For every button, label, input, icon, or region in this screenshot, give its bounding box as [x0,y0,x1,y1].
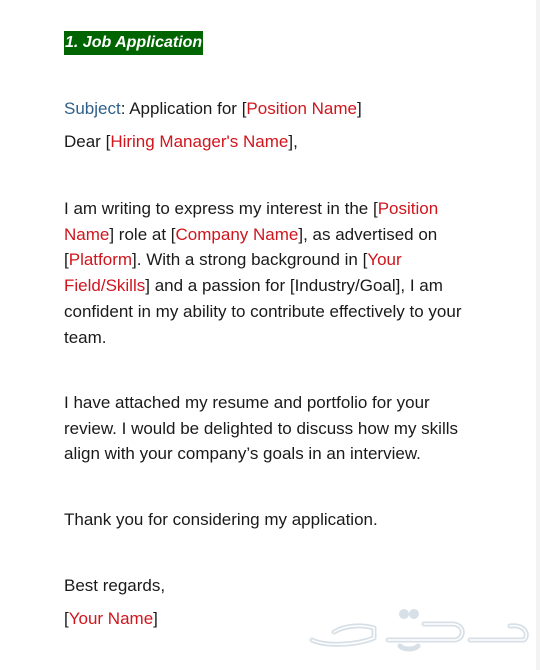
body-paragraph-thanks: Thank you for considering my application. [64,510,378,529]
para1-text-5: ] and a passion for [Industry/Goal], I am confident in my ability to contribute effectively to your team. [64,276,462,347]
subject-line [64,97,362,121]
bracket-open: [ [241,99,247,118]
bracket-open: [ [64,250,69,270]
bracket-open: [ [372,199,378,218]
salutation-line [64,130,298,154]
body-paragraph-interest [64,196,484,350]
signature-line [64,607,158,631]
section-heading: 1. Job Application [64,31,203,55]
subject-separator: : [120,99,126,118]
placeholder-your-name: Your Name [68,609,154,628]
page-edge-shadow [536,0,540,670]
bracket-open: [ [105,132,111,151]
placeholder-company-name: Company Name [175,224,299,244]
salutation-suffix: ], [288,132,298,151]
placeholder-position-name: Position Name [246,99,357,118]
salutation-prefix: Dear [64,132,106,151]
subject-label: Subject [64,99,121,118]
para1-text-4: ]. With a strong background in [132,250,363,270]
placeholder-hiring-manager: Hiring Manager's Name [110,132,289,151]
placeholder-platform: Platform [68,250,133,270]
bracket-open: [ [362,250,368,270]
bracket-open: [ [170,224,176,244]
bracket-close: ] [153,609,158,628]
haraj-logo-watermark-icon [304,606,532,652]
subject-text: Application for [125,99,242,118]
para1-text-1: I am writing to express my interest in the [64,199,373,218]
body-paragraph-attachments: I have attached my resume and portfolio for your review. I would be delighted to discuss how my skills align with your company’s goals in an interview. [64,393,459,464]
para1-text-2: ] role at [109,224,171,244]
bracket-close: ] [356,99,362,118]
closing-line: Best regards, [64,576,166,595]
placeholder-field-skills: Your Field/Skills [64,250,402,296]
bracket-open: [ [64,609,69,628]
para1-text-3: ], as advertised on [298,224,438,244]
placeholder-position-name: Position Name [64,199,439,244]
